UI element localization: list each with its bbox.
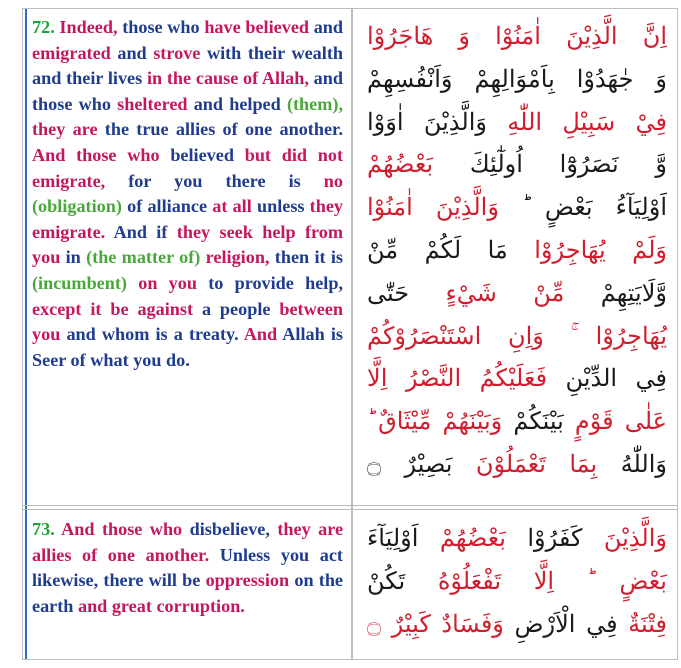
verse72-english-segment: for you there is <box>128 170 324 191</box>
verse72-arabic-segment: وَاِنِ اسْتَنْصَرُوْكُمْ <box>367 321 571 350</box>
verse72-english-segment: of alliance <box>127 196 213 217</box>
verse72-english-segment: except it be against <box>32 298 202 319</box>
verse73-english-segment: And those who <box>61 519 190 539</box>
verse72-arabic-segment: يُهَاجِرُوْا ۚ <box>570 321 668 350</box>
verse73-arabic-segment: اِلَّا تَفْعَلُوْهُ <box>437 566 587 595</box>
verse72-english-segment: And <box>243 324 283 345</box>
verse72-arabic-segment: بِمَا تَعْمَلُوْنَ <box>475 449 621 478</box>
verse73-arabic-segment: فِي الْاَرْضِ <box>514 609 629 638</box>
verse72-arabic-line <box>367 443 667 486</box>
verse73-arabic-line <box>367 560 667 603</box>
verse72-english-segment: (obligation) <box>32 196 128 217</box>
verse72-english-segment: emigrated <box>32 42 118 63</box>
verse-72-arabic <box>353 9 677 504</box>
verse73-english-segment: and great corruption. <box>77 595 245 616</box>
verse73-english-segment: oppression <box>205 570 295 591</box>
verse72-arabic-segment: اِنَّ الَّذِيْنَ اٰمَنُوْا وَ هَاجَرُوْا <box>367 22 667 50</box>
verse72-english-segment: Indeed, <box>59 17 123 37</box>
verse72-english-segment: unless <box>256 196 310 217</box>
verse73-arabic-segment: وَالَّذِيْنَ <box>603 524 667 552</box>
verse72-english-segment: they are <box>32 119 105 140</box>
verse72-english-segment: Allah is Seer of what you do. <box>32 324 343 370</box>
verse72-english-segment: And if <box>113 221 177 242</box>
verse72-arabic-segment: وَ جٰهَدُوْا بِاَمْوَالِهِمْ وَاَنْفُسِهِمْ <box>367 64 667 93</box>
verse72-english-segment: and <box>193 93 230 114</box>
verse72-english-segment: with their wealth <box>206 42 343 63</box>
verse73-arabic-line <box>367 603 667 646</box>
verse72-arabic-segment: وَبَيْنَهُمْ مِّيْثَاقٌ ؕ <box>367 407 514 436</box>
verse73-arabic-segment: وَفَسَادٌ كَبِيْرٌ ۝ <box>367 609 515 638</box>
verse73-english-segment: disbelieve, <box>189 519 278 539</box>
verse-73-english <box>23 511 351 659</box>
verse72-english-segment: And those who <box>32 144 171 165</box>
verse72-arabic-segment: اَوْلِيَآءُ بَعْضٍ ؕ <box>521 193 667 222</box>
verse73-english-segment: they are allies of one another. <box>32 519 344 565</box>
verse72-arabic-line <box>367 143 667 186</box>
verse72-arabic-segment: فِيْ سَبِيْلِ اللّٰهِ <box>507 107 667 136</box>
row-divider <box>23 505 677 510</box>
verse72-arabic-segment: وَّ نَصَرُوْٓا اُولٰٓئِكَ <box>469 150 667 179</box>
verse72-arabic-line <box>367 186 667 229</box>
verse72-arabic-line <box>367 400 667 443</box>
verse72-english-segment: they seek help from you <box>32 221 343 268</box>
verse72-arabic-line <box>367 101 667 144</box>
verse72-arabic-segment: وَاللّٰهُ <box>620 449 667 478</box>
verse73-arabic-segment: كَفَرُوْا <box>527 524 604 552</box>
verse72-english-segment: they emigrate. <box>32 196 344 242</box>
verse72-english-segment: (them), <box>286 93 343 114</box>
verse72-arabic-segment: وَالَّذِيْنَ اٰوَوْا <box>367 107 508 136</box>
verse72-arabic-segment: فَعَلَيْكُمُ النَّصْرُ اِلَّا <box>367 364 566 393</box>
verse-72-english <box>23 9 351 504</box>
verse72-arabic-segment: وَلَمْ يُهَاجِرُوْا <box>534 235 667 264</box>
verse72-english-segment: (the matter of) <box>86 247 206 268</box>
verse72-arabic-segment: وَالَّذِيْنَ اٰمَنُوْا <box>367 193 522 222</box>
verse72-english-segment: the true allies of one another. <box>104 119 343 140</box>
verse73-arabic-line <box>367 517 667 560</box>
verse72-arabic-line <box>367 229 667 272</box>
verse72-english-segment: in the cause of Allah, <box>146 68 314 89</box>
verse72-arabic-segment: بَعْضُهُمْ <box>367 150 470 179</box>
verse72-english-segment: between you <box>32 298 343 345</box>
verse72-arabic-segment: مَا لَكُمْ مِّنْ <box>367 235 535 264</box>
verse72-english-segment: and those who <box>32 68 343 114</box>
verse72-english-segment: and <box>117 42 154 63</box>
verse72-english-segment: religion, <box>205 247 275 268</box>
verse72-english-segment: no <box>323 170 343 191</box>
verse72-english-segment: and <box>313 17 344 37</box>
verse72-english-segment: then it is <box>274 247 343 268</box>
verse72-arabic-line <box>367 15 667 58</box>
verse72-english-segment: on you <box>138 272 209 293</box>
verse72-arabic-segment: فِي الدِّيْنِ <box>565 364 667 393</box>
verse72-arabic-segment: حَتّٰى <box>367 278 446 307</box>
verse72-english-segment: 72. <box>32 17 60 37</box>
verse-table <box>22 8 678 660</box>
verse73-english-segment: Unless you act likewise, there will be <box>32 544 343 591</box>
verse73-english-segment: 73. <box>32 519 62 539</box>
verse72-arabic-segment: مِّنْ شَيْءٍ <box>445 278 601 307</box>
verse72-english-segment: their lives <box>66 68 147 89</box>
verse72-english-segment: have believed <box>204 17 314 37</box>
verse72-arabic-line <box>367 357 667 400</box>
verse72-arabic-line <box>367 58 667 101</box>
verse72-arabic-segment: بَصِيْرٌ ۝ <box>367 449 476 478</box>
verse72-english-segment: and whom is a treaty. <box>66 324 244 345</box>
verse72-english-segment: helped <box>229 93 287 114</box>
verse73-arabic-segment: بَعْضٍ ؕ <box>586 566 667 595</box>
verse-73-arabic <box>353 511 677 659</box>
verse72-english-segment: in <box>65 247 87 268</box>
verse72-english-segment: a people <box>201 298 280 319</box>
verse72-english-segment: those who <box>122 17 205 37</box>
verse72-english-segment: sheltered <box>117 93 194 114</box>
verse73-english-segment: on the earth <box>32 570 344 616</box>
verse72-english-segment: at all <box>212 196 257 217</box>
verse73-arabic-segment: اَوْلِيَآءَ <box>367 524 440 552</box>
verse72-arabic-segment: وَّلَايَتِهِمْ <box>600 278 667 307</box>
verse72-english-segment: to provide help, <box>208 272 344 293</box>
verse72-arabic-line <box>367 272 667 315</box>
verse72-arabic-line <box>367 315 667 358</box>
verse72-english-segment: (incumbent) <box>32 272 139 293</box>
verse73-arabic-segment: بَعْضُهُمْ <box>439 524 528 552</box>
verse72-arabic-segment: بَيْنَكُمْ <box>513 407 575 436</box>
verse72-english-segment: but did not emigrate, <box>32 144 343 191</box>
verse73-arabic-segment: تَكُنْ <box>367 566 438 595</box>
verse72-english-segment: and <box>32 68 67 89</box>
verse72-arabic-segment: عَلٰى قَوْمٍ <box>574 407 667 436</box>
verse72-english-segment: strove <box>153 42 207 63</box>
verse72-english-segment: believed <box>170 144 245 165</box>
verse73-arabic-segment: فِتْنَةٌ <box>628 609 667 638</box>
